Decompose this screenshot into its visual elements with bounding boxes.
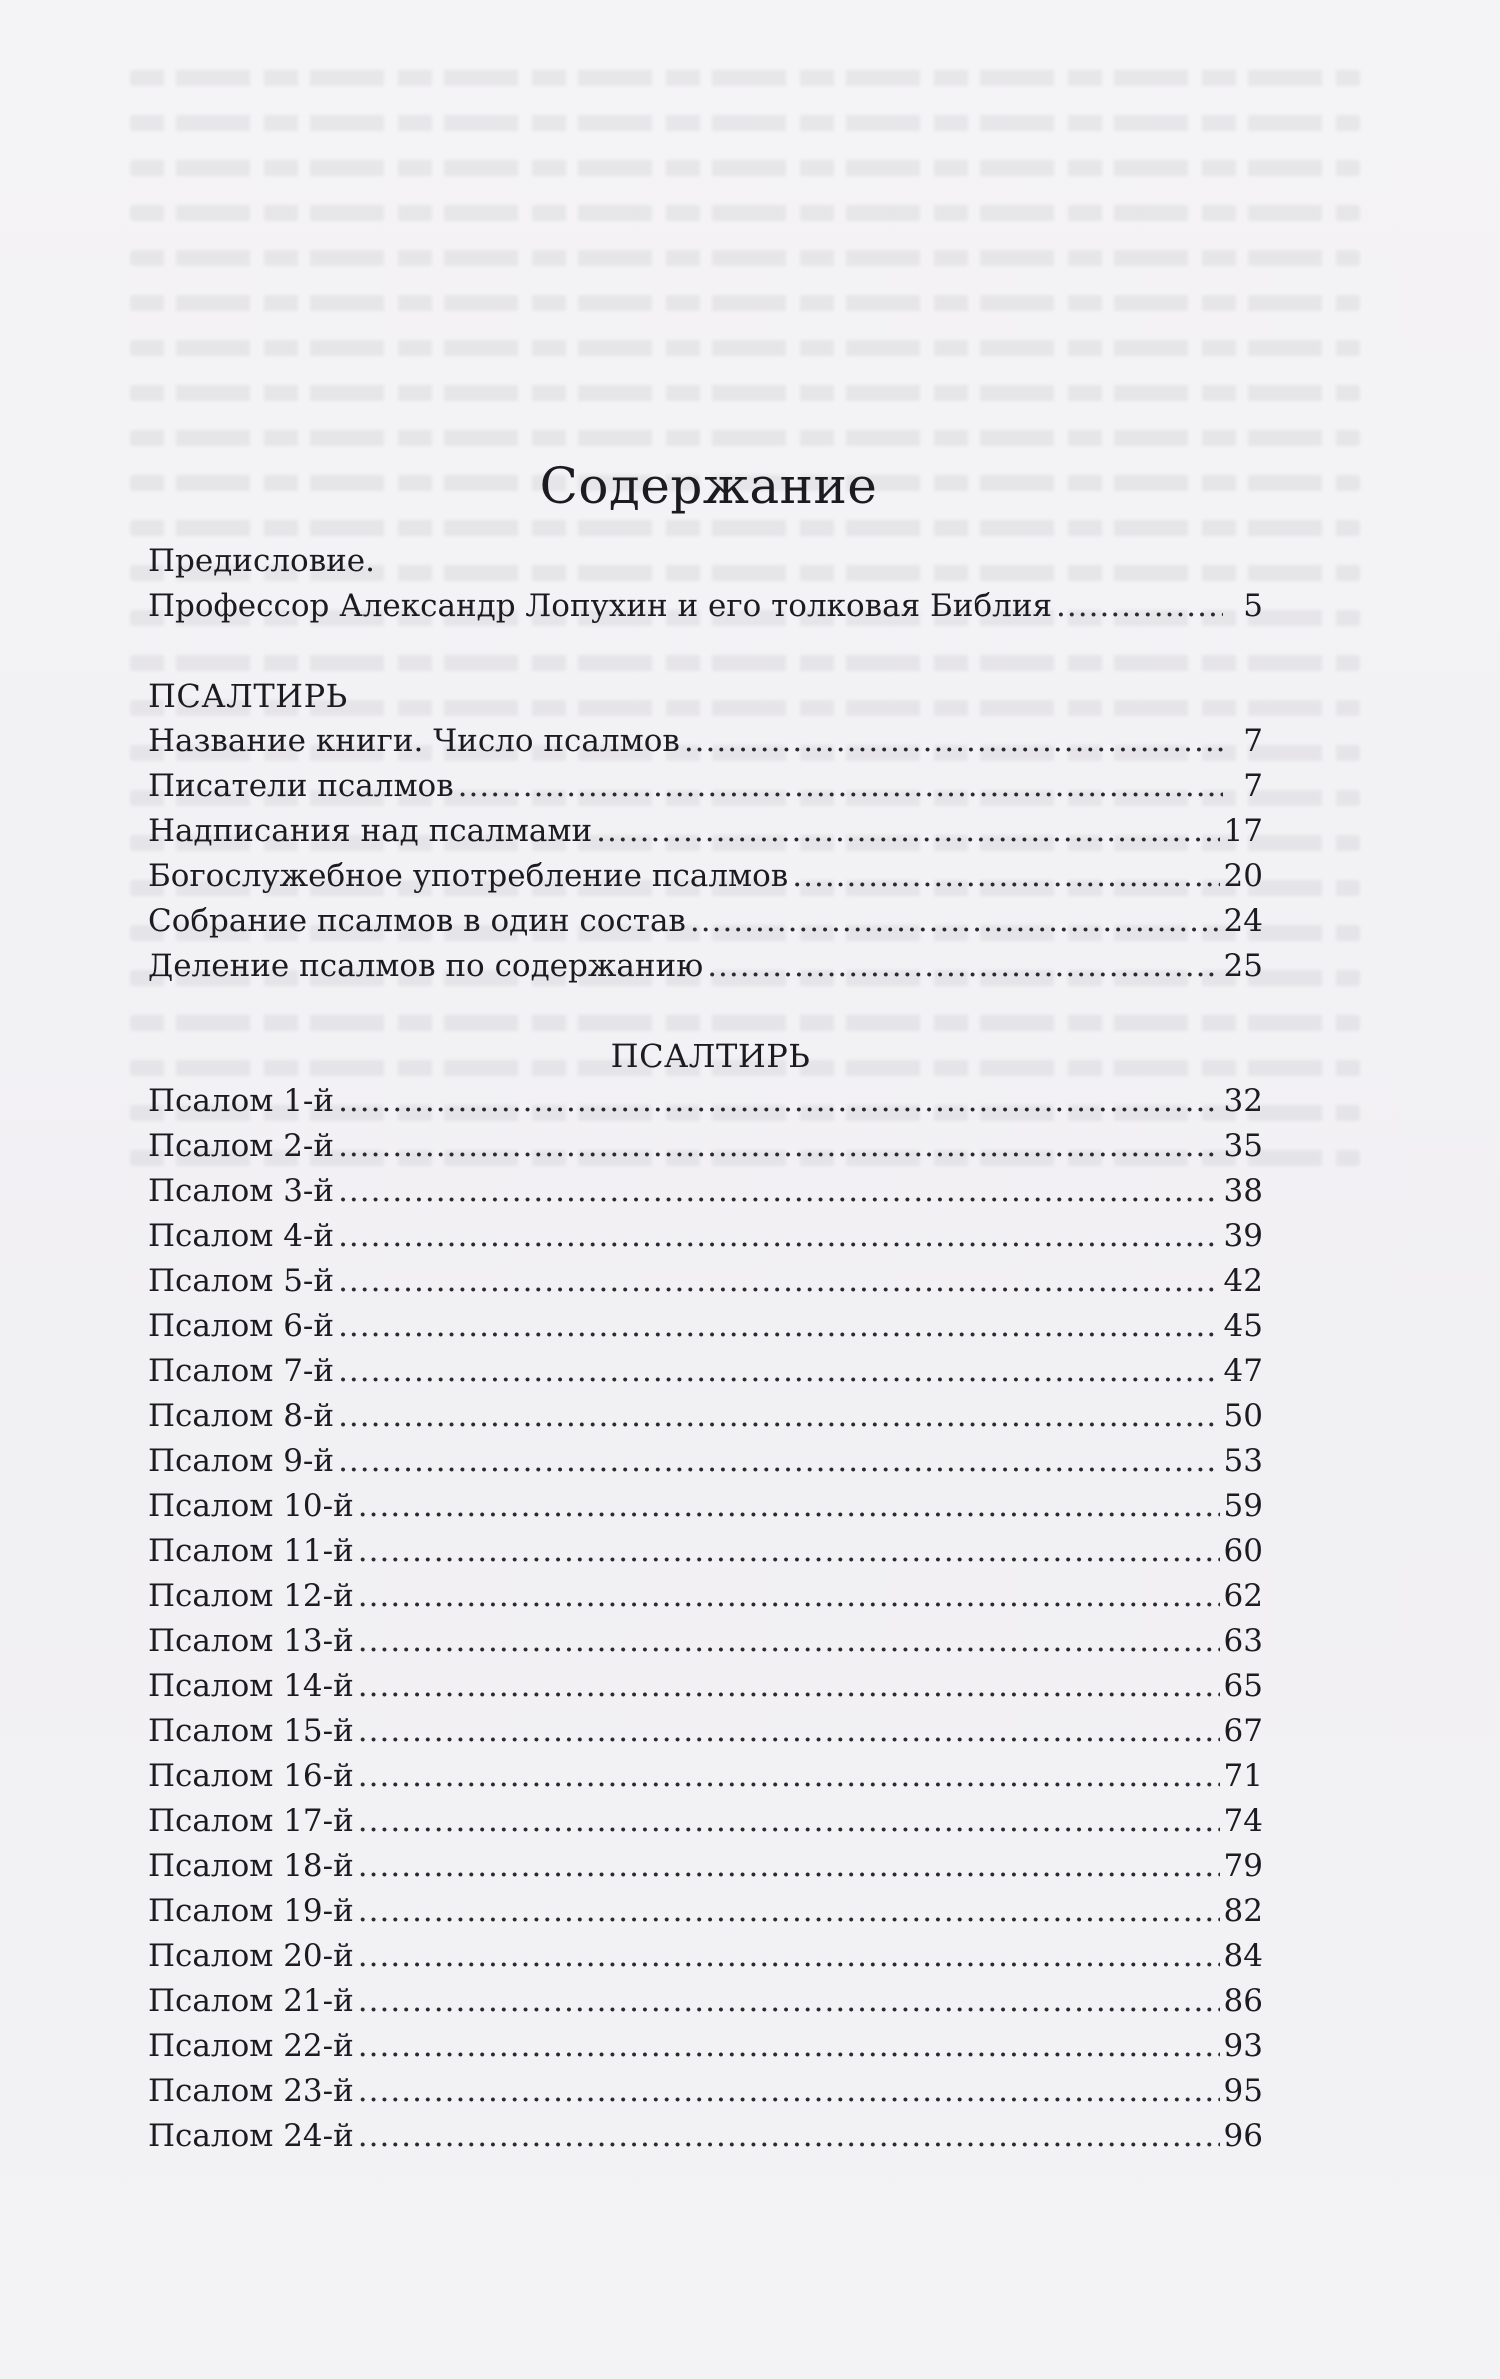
- toc-entry-psalm-8: [148, 1394, 1263, 1439]
- toc-entry-psalm-6: [148, 1304, 1263, 1349]
- toc-entry-page: 17: [1223, 813, 1263, 849]
- toc-entry-page: 63: [1223, 1623, 1263, 1659]
- toc-entry-page: 53: [1223, 1443, 1263, 1479]
- toc-entry-label: Псалом 5-й: [148, 1263, 335, 1299]
- toc-entry-psalm-1: [148, 1079, 1263, 1124]
- toc-entry-label: Псалом 10-й: [148, 1488, 354, 1524]
- toc-entry-page: 35: [1223, 1128, 1263, 1164]
- toc-entry-introduction-4: [148, 854, 1263, 899]
- dot-leader: [338, 1259, 1219, 1304]
- dot-leader: [358, 1574, 1220, 1619]
- toc-entry-page: 5: [1243, 588, 1263, 624]
- toc-entry-label: Богослужебное употребление псалмов: [148, 858, 789, 894]
- toc-entry-label: Псалом 23-й: [148, 2073, 354, 2109]
- dot-leader: [690, 899, 1220, 944]
- dot-leader: [338, 1394, 1219, 1439]
- toc-entry-page: 59: [1223, 1488, 1263, 1524]
- toc-entry-label: Псалом 2-й: [148, 1128, 335, 1164]
- toc-entry-label: Деление псалмов по содержанию: [148, 948, 704, 984]
- toc-entry-psalm-10: [148, 1484, 1263, 1529]
- dot-leader: [684, 719, 1223, 764]
- toc-entry-page: 62: [1223, 1578, 1263, 1614]
- dot-leader: [338, 1214, 1219, 1259]
- toc-entry-label: Псалом 21-й: [148, 1983, 354, 2019]
- toc-entry-label: Псалом 4-й: [148, 1218, 335, 1254]
- dot-leader: [358, 1619, 1220, 1664]
- toc-entry-psalm-21: [148, 1979, 1263, 2024]
- dot-leader: [358, 2114, 1220, 2159]
- toc-entry-psalm-22: [148, 2024, 1263, 2069]
- section-heading-psalter: ПСАЛТИРЬ: [610, 1037, 811, 1075]
- toc-entry-label: Собрание псалмов в один состав: [148, 903, 686, 939]
- dot-leader: [358, 2069, 1220, 2114]
- toc-entry-label: Псалом 24-й: [148, 2118, 354, 2154]
- page-title: Содержание: [539, 457, 878, 515]
- toc-entry-preface: [148, 584, 1263, 629]
- toc-entry-introduction-2: [148, 764, 1263, 809]
- dot-leader: [358, 1529, 1220, 1574]
- toc-entry-page: 38: [1223, 1173, 1263, 1209]
- dot-leader: [338, 1169, 1219, 1214]
- toc-entry-psalm-4: [148, 1214, 1263, 1259]
- toc-entry-psalm-7: [148, 1349, 1263, 1394]
- toc-entry-label: Надписания над псалмами: [148, 813, 593, 849]
- toc-entry-page: 84: [1223, 1938, 1263, 1974]
- toc-entry-page: 74: [1223, 1803, 1263, 1839]
- dot-leader: [358, 1664, 1220, 1709]
- toc-entry-psalm-11: [148, 1529, 1263, 1574]
- toc-entry-introduction-1: [148, 719, 1263, 764]
- toc-entry-psalm-20: [148, 1934, 1263, 1979]
- toc-entry-psalm-2: [148, 1124, 1263, 1169]
- toc-entry-label: Псалом 7-й: [148, 1353, 335, 1389]
- toc-entry-label: Псалом 15-й: [148, 1713, 354, 1749]
- dot-leader: [596, 809, 1219, 854]
- dot-leader: [338, 1439, 1219, 1484]
- toc-entry-page: 47: [1223, 1353, 1263, 1389]
- dot-leader: [458, 764, 1223, 809]
- toc-entry-page: 42: [1223, 1263, 1263, 1299]
- toc-entry-psalm-15: [148, 1709, 1263, 1754]
- table-of-contents: [148, 455, 1263, 2159]
- toc-entry-page: 86: [1223, 1983, 1263, 2019]
- toc-entry-label: Псалом 12-й: [148, 1578, 354, 1614]
- dot-leader: [707, 944, 1219, 989]
- toc-entry-page: 7: [1243, 768, 1263, 804]
- toc-entry-page: 71: [1223, 1758, 1263, 1794]
- toc-entry-page: 60: [1223, 1533, 1263, 1569]
- toc-entry-page: 50: [1223, 1398, 1263, 1434]
- toc-entry-label: Профессор Александр Лопухин и его толковая Библия: [148, 588, 1053, 624]
- toc-entry-introduction-5: [148, 899, 1263, 944]
- toc-entry-page: 7: [1243, 723, 1263, 759]
- toc-entry-psalm-16: [148, 1754, 1263, 1799]
- toc-entry-psalm-23: [148, 2069, 1263, 2114]
- toc-entry-psalm-9: [148, 1439, 1263, 1484]
- dot-leader: [358, 1934, 1220, 1979]
- section-heading-introduction: ПСАЛТИРЬ: [148, 677, 348, 715]
- introduction-entry-list: [148, 719, 1263, 989]
- dot-leader: [338, 1079, 1219, 1124]
- toc-entry-psalm-3: [148, 1169, 1263, 1214]
- toc-entry-label: Псалом 16-й: [148, 1758, 354, 1794]
- toc-entry-page: 32: [1223, 1083, 1263, 1119]
- toc-entry-psalm-18: [148, 1844, 1263, 1889]
- psalm-entry-list: [148, 1079, 1263, 2159]
- toc-entry-psalm-13: [148, 1619, 1263, 1664]
- toc-entry-label: Название книги. Число псалмов: [148, 723, 680, 759]
- toc-entry-psalm-5: [148, 1259, 1263, 1304]
- toc-entry-label: Псалом 3-й: [148, 1173, 335, 1209]
- toc-entry-label: Псалом 22-й: [148, 2028, 354, 2064]
- toc-entry-label: Псалом 1-й: [148, 1083, 335, 1119]
- toc-entry-preface-title: Предисловие.: [148, 543, 376, 579]
- toc-entry-psalm-24: [148, 2114, 1263, 2159]
- toc-entry-page: 45: [1223, 1308, 1263, 1344]
- toc-entry-label: Псалом 13-й: [148, 1623, 354, 1659]
- toc-entry-label: Псалом 8-й: [148, 1398, 335, 1434]
- dot-leader: [358, 2024, 1220, 2069]
- toc-entry-introduction-6: [148, 944, 1263, 989]
- toc-entry-psalm-17: [148, 1799, 1263, 1844]
- toc-entry-page: 79: [1223, 1848, 1263, 1884]
- dot-leader: [358, 1484, 1220, 1529]
- toc-entry-psalm-14: [148, 1664, 1263, 1709]
- toc-entry-psalm-12: [148, 1574, 1263, 1619]
- toc-entry-page: 67: [1223, 1713, 1263, 1749]
- toc-entry-psalm-19: [148, 1889, 1263, 1934]
- dot-leader: [358, 1754, 1220, 1799]
- toc-entry-label: Псалом 19-й: [148, 1893, 354, 1929]
- toc-entry-label: Псалом 11-й: [148, 1533, 354, 1569]
- toc-entry-page: 93: [1223, 2028, 1263, 2064]
- dot-leader: [338, 1349, 1219, 1394]
- dot-leader: [1056, 584, 1223, 629]
- toc-entry-label: Писатели псалмов: [148, 768, 454, 804]
- toc-entry-page: 82: [1223, 1893, 1263, 1929]
- toc-entry-page: 20: [1223, 858, 1263, 894]
- toc-entry-label: Псалом 14-й: [148, 1668, 354, 1704]
- toc-entry-label: Псалом 6-й: [148, 1308, 335, 1344]
- toc-entry-label: Псалом 17-й: [148, 1803, 354, 1839]
- toc-entry-page: 65: [1223, 1668, 1263, 1704]
- dot-leader: [358, 1889, 1220, 1934]
- toc-entry-page: 39: [1223, 1218, 1263, 1254]
- dot-leader: [358, 1844, 1220, 1889]
- toc-entry-page: 25: [1223, 948, 1263, 984]
- toc-entry-label: Псалом 18-й: [148, 1848, 354, 1884]
- dot-leader: [358, 1979, 1220, 2024]
- toc-entry-page: 96: [1223, 2118, 1263, 2154]
- dot-leader: [358, 1799, 1220, 1844]
- toc-entry-label: Псалом 20-й: [148, 1938, 354, 1974]
- toc-entry-page: 95: [1223, 2073, 1263, 2109]
- dot-leader: [358, 1709, 1220, 1754]
- toc-entry-page: 24: [1223, 903, 1263, 939]
- toc-entry-introduction-3: [148, 809, 1263, 854]
- dot-leader: [338, 1124, 1219, 1169]
- dot-leader: [792, 854, 1219, 899]
- dot-leader: [338, 1304, 1219, 1349]
- toc-entry-label: Псалом 9-й: [148, 1443, 335, 1479]
